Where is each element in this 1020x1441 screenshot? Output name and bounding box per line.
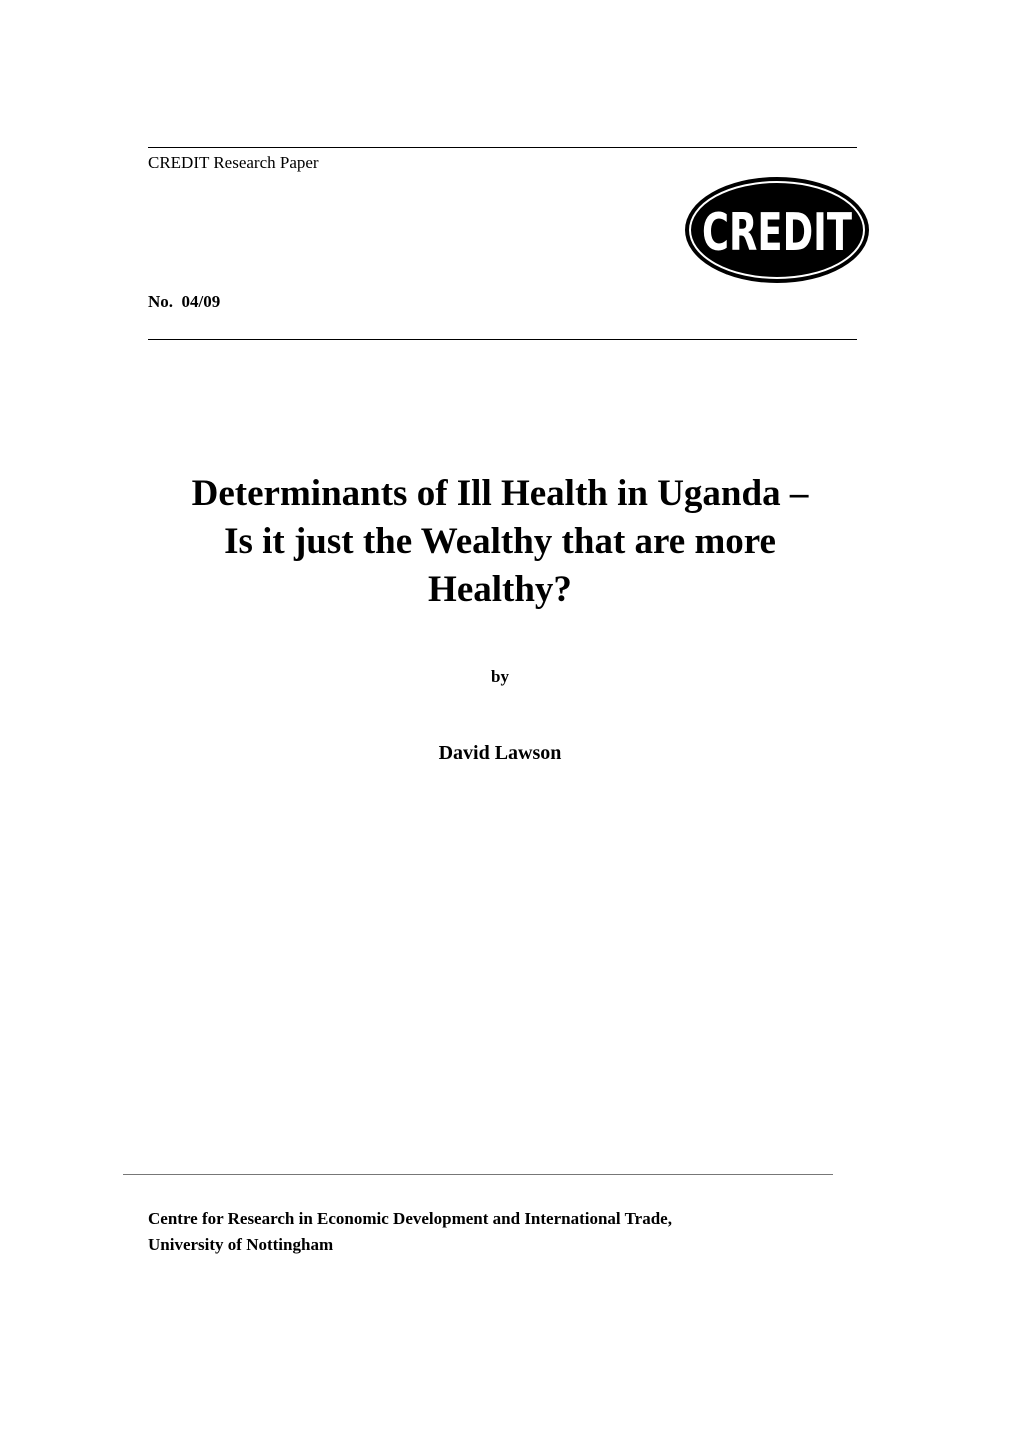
series-label: CREDIT Research Paper xyxy=(148,153,319,172)
institution xyxy=(148,1206,848,1258)
logo-text: CREDIT xyxy=(702,203,853,263)
top-divider xyxy=(148,147,857,148)
institution-line-2: University of Nottingham xyxy=(148,1235,334,1254)
paper-title xyxy=(110,470,890,614)
title-line-2: Is it just the Wealthy that are more xyxy=(224,521,776,562)
title-line-3: Healthy? xyxy=(428,569,572,610)
paper-number: No. 04/09 xyxy=(148,292,221,311)
credit-logo xyxy=(682,175,872,285)
by-label: by xyxy=(491,667,509,686)
author-name: David Lawson xyxy=(438,742,562,764)
header-bottom-divider xyxy=(148,339,857,340)
title-line-1: Determinants of Ill Health in Uganda – xyxy=(191,473,809,514)
footer-divider xyxy=(123,1174,833,1175)
institution-line-1: Centre for Research in Economic Development and International Trade, xyxy=(148,1209,672,1228)
